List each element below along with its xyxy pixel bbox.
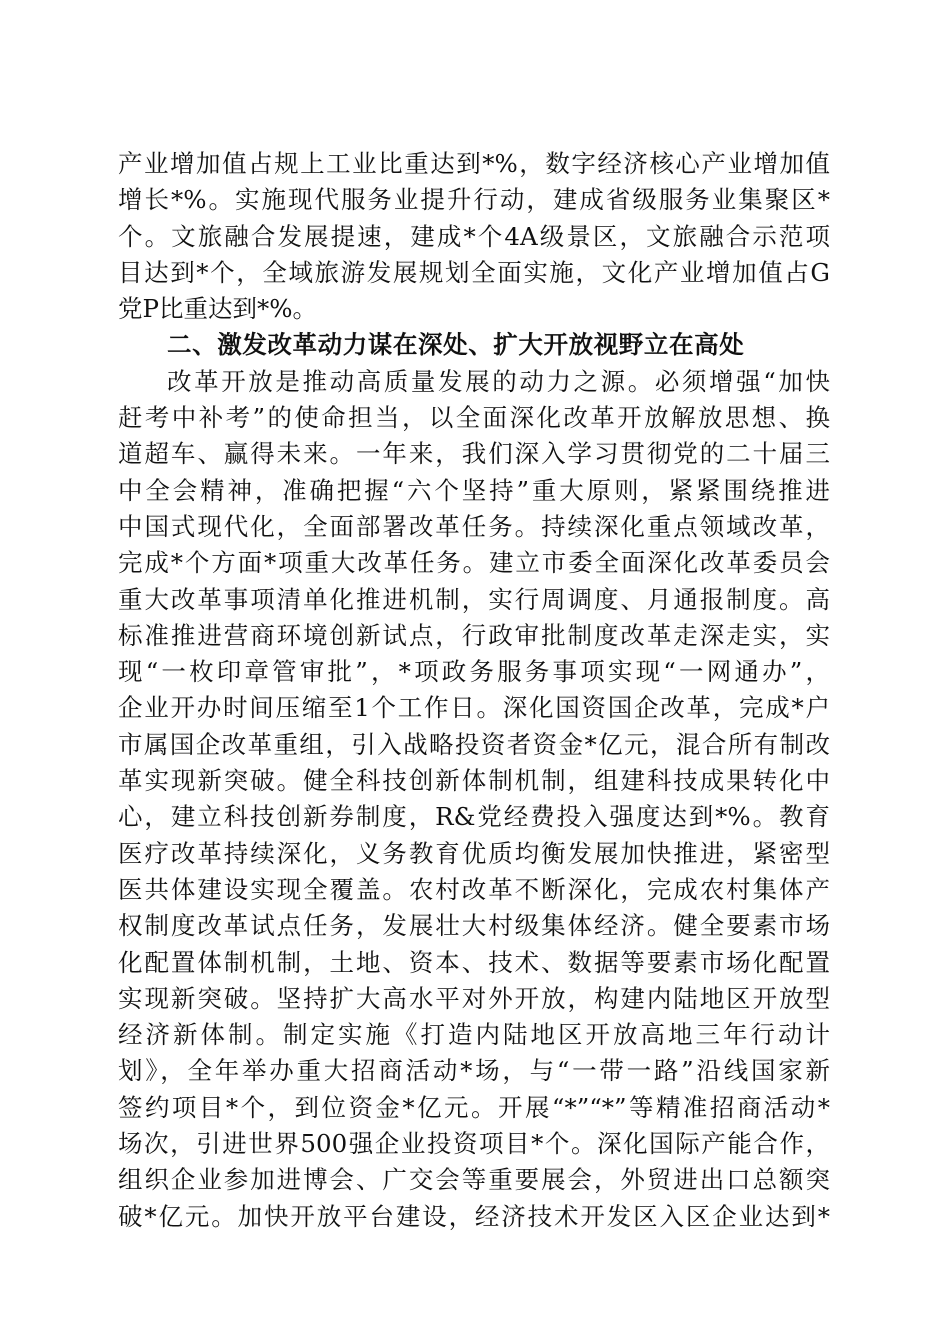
document-body (118, 146, 830, 1235)
text-line: 改革开放是推动高质量发展的动力之源。必须增强“加快 (167, 366, 830, 396)
text-line: 组织企业参加进博会、广交会等重要展会，外贸进出口总额突 (118, 1165, 830, 1195)
text-line: 现“一枚印章管审批”，*项政务服务事项实现“一网通办”， (118, 657, 830, 687)
section-heading: 二、激发改革动力谋在深处、扩大开放视野立在高处 (167, 330, 745, 360)
text-line: 产业增加值占规上工业比重达到*%，数字经济核心产业增加值 (118, 149, 830, 178)
text-line: 增长*%。实施现代服务业提升行动，建成省级服务业集聚区* (118, 185, 830, 215)
paragraph-2 (118, 364, 830, 1235)
text-line: 市属国企改革重组，引入战略投资者资金*亿元，混合所有制改 (118, 729, 830, 759)
text-line: 个。文旅融合发展提速，建成*个4A级景区，文旅融合示范项 (118, 221, 830, 251)
text-line: 心，建立科技创新券制度，R&党经费投入强度达到*%。教育 (118, 802, 830, 832)
text-line: 签约项目*个，到位资金*亿元。开展“*”“*”等精准招商活动* (118, 1092, 830, 1122)
text-line: 中国式现代化，全面部署改革任务。持续深化重点领域改革， (118, 511, 830, 541)
text-line: 党P比重达到*%。 (118, 294, 318, 324)
text-line: 中全会精神，准确把握“六个坚持”重大原则，紧紧围绕推进 (118, 475, 830, 505)
text-line: 医共体建设实现全覆盖。农村改革不断深化，完成农村集体产 (118, 874, 830, 904)
text-line: 标准推进营商环境创新试点，行政审批制度改革走深走实，实 (118, 620, 830, 650)
text-line: 划》，全年举办重大招商活动*场，与“一带一路”沿线国家新 (118, 1056, 830, 1086)
text-line: 化配置体制机制，土地、资本、技术、数据等要素市场化配置 (118, 947, 830, 977)
text-line: 赶考中补考”的使命担当，以全面深化改革开放解放思想、换 (118, 403, 830, 433)
text-line: 场次，引进世界500强企业投资项目*个。深化国际产能合作， (118, 1129, 830, 1159)
text-line: 企业开办时间压缩至1个工作日。深化国资国企改革，完成*户 (118, 693, 830, 723)
text-line: 破*亿元。加快开放平台建设，经济技术开发区入区企业达到* (118, 1201, 830, 1231)
text-line: 经济新体制。制定实施《打造内陆地区开放高地三年行动计 (118, 1020, 830, 1050)
text-line: 医疗改革持续深化，义务教育优质均衡发展加快推进，紧密型 (118, 838, 830, 868)
paragraph-1 (118, 146, 830, 327)
text-line: 目达到*个，全域旅游发展规划全面实施，文化产业增加值占G (118, 257, 830, 287)
text-line: 完成*个方面*项重大改革任务。建立市委全面深化改革委员会 (118, 548, 830, 578)
text-line: 道超车、赢得未来。一年来，我们深入学习贯彻党的二十届三 (118, 439, 830, 469)
text-line: 重大改革事项清单化推进机制，实行周调度、月通报制度。高 (118, 584, 830, 614)
text-line: 革实现新突破。健全科技创新体制机制，组建科技成果转化中 (118, 766, 830, 796)
text-line: 实现新突破。坚持扩大高水平对外开放，构建内陆地区开放型 (118, 983, 830, 1013)
text-line: 权制度改革试点任务，发展壮大村级集体经济。健全要素市场 (118, 911, 830, 941)
